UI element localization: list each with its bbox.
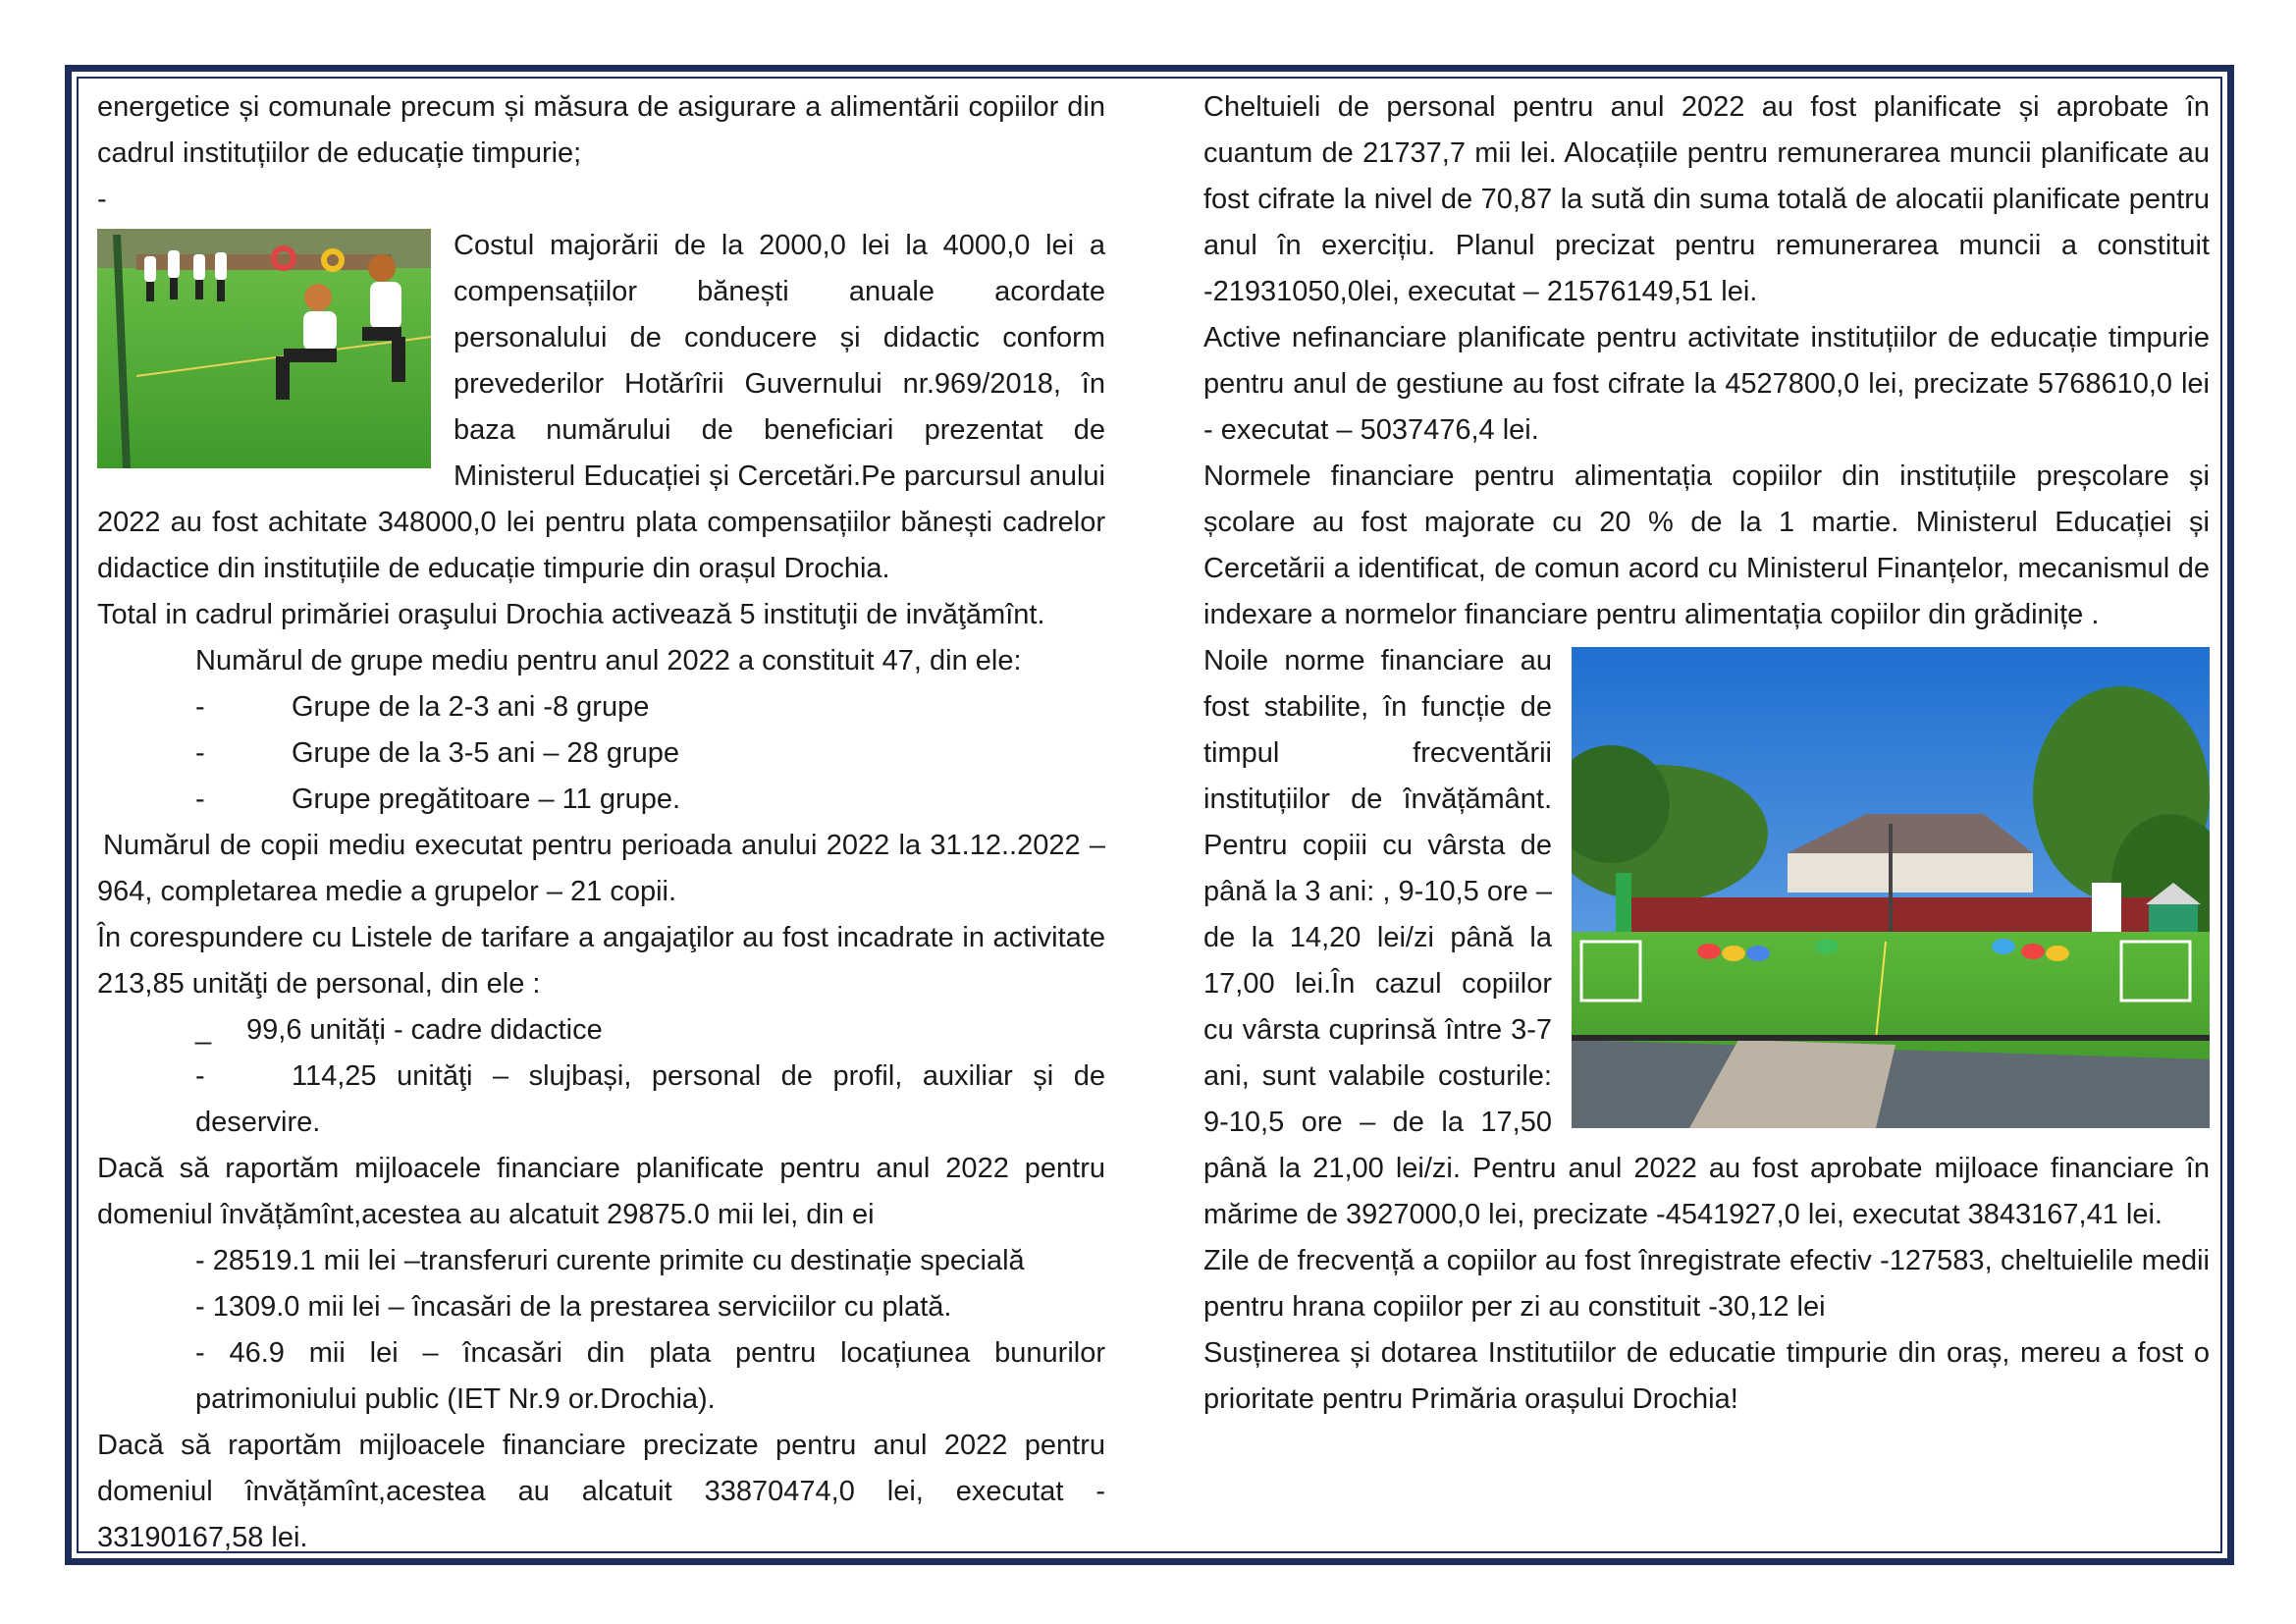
list-item-text: 99,6 unități - cadre didactice (246, 1014, 603, 1046)
paragraph-children: Numărul de copii mediu executat pentru perioada anului 2022 la 31.12..2022 – 964, completarea medie a grupelor – 21 copii. (97, 830, 1105, 907)
paragraph-personnel-costs: Cheltuieli de personal pentru anul 2022 au fost planificate și aprobate în cuantum de 21737,7 mii lei. Alocațiile pentru remunerarea muncii planificate au fost cifrate la nivel de 70,87 la sută din suma totală de alocatii planificate pentru anul în exercițiu. Planul precizat pentru remunerarea muncii a constituit -21931050,0lei, executat – 21576149,51 lei. (1203, 91, 2210, 307)
paragraph-approved-funds: Pentru anul 2022 au fost aprobate mijloace financiare în mărime de 3927000,0 lei, precizate -4541927,0 lei, executat 3843167,41 lei. (1203, 1153, 2210, 1230)
list-item (97, 1054, 1105, 1146)
bullet-underscore: _ (195, 1014, 212, 1046)
funds-item: - 46.9 mii lei – încasări din plata pentru locațiunea bunurilor patrimoniului public (IET Nr.9 or.Drochia). (195, 1337, 1105, 1415)
groups-list (97, 684, 1105, 823)
paragraph: energetice și comunale precum și măsura de asigurare a alimentării copiilor din cadrul instituțiilor de educație timpurie; (97, 91, 1105, 169)
tug-of-war-illustration (97, 229, 431, 468)
compensation-text: Costul majorării de la 2000,0 lei la 4000,0 lei a compensațiilor bănești anuale acordate personalului de conducere și didactic conform prevederilor Hotărîrii Guvernului nr.969/2018, în baza numărului de beneficiari prezentat de Ministerul Educației și Cercetări.Pe parcursul anului 2022 au fost achitate 348000,0 lei pentru plata compensațiilor bănești cadrelor didactice din instituțiile de educație timpurie din orașul Drochia. (97, 230, 1105, 584)
paragraph-institutions: Total in cadrul primăriei oraşului Drochia activează 5 instituţii de invăţămînt. (97, 599, 1045, 630)
bullet-dash: - (195, 691, 205, 723)
list-item (97, 1007, 1105, 1054)
norms-block (1203, 638, 2210, 1238)
funds-item: - 28519.1 mii lei –transferuri curente primite cu destinație specială (195, 1245, 1025, 1276)
right-column (1203, 84, 2210, 1423)
paragraph-support: Susținerea și dotarea Institutiilor de educatie timpurie din oraș, mereu a fost o prioritate pentru Primăria orașului Drochia! (1203, 1337, 2210, 1415)
new-norms-text: Noile norme financiare au fost stabilite, în funcție de timpul frecventării instituțiilor de învățământ. Pentru copiii cu vârsta de până la 3 ani: , 9-10,5 ore – de la 14,20 lei/zi până la 17,00 lei.În cazul copiilor cu vârsta cuprinsă între 3-7 ani, sunt valabile costurile: 9-10,5 ore – de la 17,50 până la 21,00 lei/zi. (1203, 645, 1552, 1184)
list-item-text: 114,25 unităţi – slujbași, personal de profil, auxiliar și de deservire. (195, 1060, 1105, 1138)
paragraph-specified-funds: Dacă să raportăm mijloacele financiare precizate pentru anul 2022 pentru domeniul învățămînt,acestea au alcatuit 33870474,0 lei, executat - 33190167,58 lei. (97, 1430, 1105, 1553)
paragraph-staff: În corespundere cu Listele de tarifare a angajaţilor au fost incadrate in activitate 213,85 unităţi de personal, din ele : (97, 922, 1105, 1000)
paragraph-planned-funds: Dacă să raportăm mijloacele financiare planificate pentru anul 2022 pentru domeniul învățămînt,acestea au alcatuit 29875.0 mii lei, din ei (97, 1153, 1105, 1230)
list-item (97, 684, 1105, 731)
tug-of-war-photo (97, 229, 431, 468)
playground-illustration (1572, 647, 2210, 1128)
list-item (97, 731, 1105, 777)
playground-photo (1572, 647, 2210, 1128)
funds-item: - 1309.0 mii lei – încasări de la prestarea serviciilor cu plată. (195, 1291, 952, 1323)
list-item (97, 777, 1105, 823)
paragraph-compensation (97, 177, 1105, 223)
list-item-text: Grupe de la 3-5 ani – 28 grupe (292, 737, 679, 769)
compensation-block (97, 177, 1105, 592)
list-item-text: Grupe pregătitoare – 11 grupe. (292, 784, 681, 815)
paragraph-nonfinancial-assets: Active nefinanciare planificate pentru activitate instituțiilor de educație timpurie pentru anul de gestiune au fost cifrate la 4527800,0 lei, precizate 5768610,0 lei - executat – 5037476,4 lei. (1203, 322, 2210, 446)
bullet-dash: - (195, 1060, 205, 1092)
list-item-text: Grupe de la 2-3 ani -8 grupe (292, 691, 650, 723)
left-column (97, 84, 1105, 1561)
bullet-dash: - (195, 784, 205, 815)
paragraph-attendance: Zile de frecvență a copiilor au fost înregistrate efectiv -127583, cheltuielile medii pentru hrana copiilor per zi au constituit -30,12 lei (1203, 1245, 2210, 1323)
paragraph-groups: Numărul de grupe mediu pentru anul 2022 a constituit 47, din ele: (195, 645, 1022, 677)
paragraph-food-norms: Normele financiare pentru alimentația copiilor din instituțiile preșcolare și școlare au fost majorate cu 20 % de la 1 martie. Ministerul Educației și Cercetării a identificat, de comun acord cu Ministerul Finanțelor, mecanismul de indexare a normelor financiare pentru alimentația copiilor din grădinițe . (1203, 460, 2210, 630)
bullet-dash: - (97, 184, 107, 215)
bullet-dash: - (195, 737, 205, 769)
